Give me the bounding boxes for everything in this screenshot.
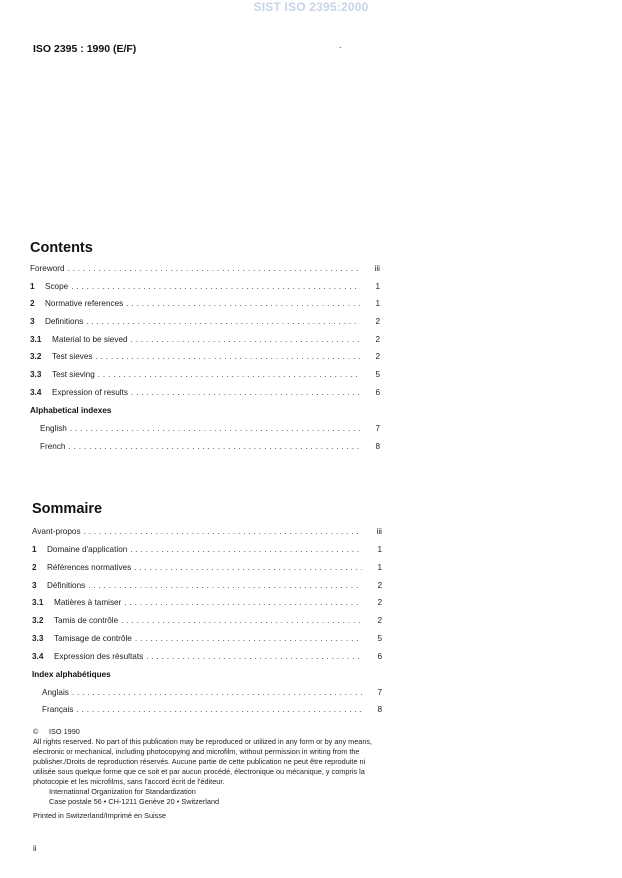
toc-number: 3.2 xyxy=(32,616,44,625)
toc-entry[interactable] xyxy=(30,299,380,311)
dot-leader xyxy=(135,634,362,643)
toc-label: Tamisage de contrôle xyxy=(54,634,132,643)
toc-entry[interactable] xyxy=(30,264,380,276)
dot-leader xyxy=(88,581,362,590)
dot-leader xyxy=(84,527,362,536)
toc-entry[interactable] xyxy=(30,317,380,329)
dot-leader xyxy=(72,688,362,697)
toc-page: 2 xyxy=(375,317,380,326)
toc-label: Références normatives xyxy=(47,563,132,572)
dot-leader xyxy=(126,299,360,308)
toc-number: 3.1 xyxy=(32,598,44,607)
toc-number: 3.4 xyxy=(30,388,42,397)
toc-label: Domaine d'application xyxy=(47,545,128,554)
dot-leader xyxy=(98,370,360,379)
toc-page: 6 xyxy=(377,652,382,661)
toc-label: Tamis de contrôle xyxy=(54,616,119,625)
dot-leader xyxy=(86,317,360,326)
document-id: ISO 2395 : 1990 (E/F) xyxy=(33,43,137,55)
contents-title: Contents xyxy=(30,240,93,256)
toc-page: 2 xyxy=(377,616,382,625)
dot-leader xyxy=(131,388,360,397)
toc-page: 1 xyxy=(377,563,382,572)
toc-label: Foreword xyxy=(30,264,65,273)
dot-leader xyxy=(124,598,362,607)
toc-label: Test sieves xyxy=(52,352,93,361)
dot-leader xyxy=(131,335,360,344)
toc-page: 8 xyxy=(375,442,380,451)
toc-entry[interactable] xyxy=(42,705,382,717)
toc-number: 3.3 xyxy=(30,370,42,379)
toc-label: Matières à tamiser xyxy=(54,598,122,607)
copyright-notice xyxy=(33,737,385,787)
toc-page: 6 xyxy=(375,388,380,397)
toc-label: Anglais xyxy=(42,688,69,697)
toc-entry[interactable] xyxy=(32,581,382,593)
toc-page: iii xyxy=(374,264,380,273)
toc-number: 1 xyxy=(30,282,35,291)
stray-mark: . xyxy=(339,40,342,50)
toc-page: 1 xyxy=(377,545,382,554)
toc-page: 7 xyxy=(375,424,380,433)
sommaire-title: Sommaire xyxy=(32,501,103,517)
toc-label: Français xyxy=(42,705,74,714)
toc-label: Avant-propos xyxy=(32,527,81,536)
toc-number: 2 xyxy=(30,299,35,308)
toc-page: 5 xyxy=(377,634,382,643)
toc-page: 5 xyxy=(375,370,380,379)
copyright-icon: © xyxy=(33,727,39,736)
toc-page: 1 xyxy=(375,299,380,308)
index-heading: Index alphabétiques xyxy=(32,670,111,679)
toc-number: 3.4 xyxy=(32,652,44,661)
toc-page: iii xyxy=(376,527,382,536)
page-number: ii xyxy=(33,844,37,853)
toc-page: 8 xyxy=(377,705,382,714)
toc-page: 7 xyxy=(377,688,382,697)
toc-label: Expression des résultats xyxy=(54,652,144,661)
toc-number: 1 xyxy=(32,545,37,554)
toc-entry[interactable] xyxy=(32,563,382,575)
toc-entry[interactable] xyxy=(30,370,380,382)
toc-page: 1 xyxy=(375,282,380,291)
notice-french: Droits de reproduction réservés. Aucune partie de cette publication ne peut être reproduite ni utilisée sous quelque forme que ce soit et par aucun procédé, électronique ou mécanique, y compris la photocopie et les microfilms, sans l'accord écrit de l'éditeur. xyxy=(33,757,366,786)
dot-leader xyxy=(71,282,360,291)
toc-label: Test sieving xyxy=(52,370,95,379)
toc-number: 3.2 xyxy=(30,352,42,361)
toc-label: Définitions xyxy=(47,581,86,590)
toc-entry[interactable] xyxy=(30,352,380,364)
copyright-holder: ISO 1990 xyxy=(49,727,80,736)
notice-english: All rights reserved. No part of this publication may be reproduced or utilized in any form or by any means, electronic or mechanical, including photocopying and microfilm, without permission in writing from the publisher./ xyxy=(33,737,373,766)
toc-label: French xyxy=(40,442,66,451)
copyright-line xyxy=(33,727,385,737)
dot-leader xyxy=(70,424,360,433)
toc-entry[interactable] xyxy=(32,616,382,628)
toc-label: Material to be sieved xyxy=(52,335,128,344)
toc-number: 3 xyxy=(30,317,35,326)
dot-leader xyxy=(121,616,362,625)
toc-entry[interactable] xyxy=(32,652,382,664)
toc-entry[interactable] xyxy=(32,527,382,539)
index-heading: Alphabetical indexes xyxy=(30,406,112,415)
dot-leader xyxy=(76,705,362,714)
toc-label: Expression of results xyxy=(52,388,128,397)
toc-page: 2 xyxy=(377,581,382,590)
toc-page: 2 xyxy=(375,352,380,361)
dot-leader xyxy=(130,545,362,554)
printed-in: Printed in Switzerland/Imprimé en Suisse xyxy=(33,811,167,820)
organization-address: Case postale 56 • CH-1211 Genève 20 • Switzerland xyxy=(49,797,220,806)
toc-entry[interactable] xyxy=(42,688,382,700)
toc-entry[interactable] xyxy=(32,598,382,610)
dot-leader xyxy=(96,352,361,361)
toc-entry[interactable] xyxy=(30,282,380,294)
toc-entry[interactable] xyxy=(32,634,382,646)
toc-number: 3.3 xyxy=(32,634,44,643)
toc-entry[interactable] xyxy=(40,424,380,436)
copyright-block xyxy=(33,727,385,821)
toc-label: Definitions xyxy=(45,317,84,326)
toc-label: Scope xyxy=(45,282,69,291)
toc-entry[interactable] xyxy=(30,388,380,400)
toc-number: 2 xyxy=(32,563,37,572)
toc-page: 2 xyxy=(377,598,382,607)
toc-entry[interactable] xyxy=(30,335,380,347)
dot-leader xyxy=(68,264,360,273)
dot-leader xyxy=(68,442,360,451)
toc-entry[interactable] xyxy=(32,545,382,557)
dot-leader xyxy=(134,563,362,572)
organization-name: International Organization for Standardization xyxy=(49,787,196,796)
toc-page: 2 xyxy=(375,335,380,344)
dot-leader xyxy=(146,652,362,661)
toc-label: Normative references xyxy=(45,299,124,308)
watermark: SIST ISO 2395:2000 xyxy=(253,0,369,14)
toc-number: 3.1 xyxy=(30,335,42,344)
toc-entry[interactable] xyxy=(40,442,380,454)
toc-label: English xyxy=(40,424,67,433)
toc-number: 3 xyxy=(32,581,37,590)
